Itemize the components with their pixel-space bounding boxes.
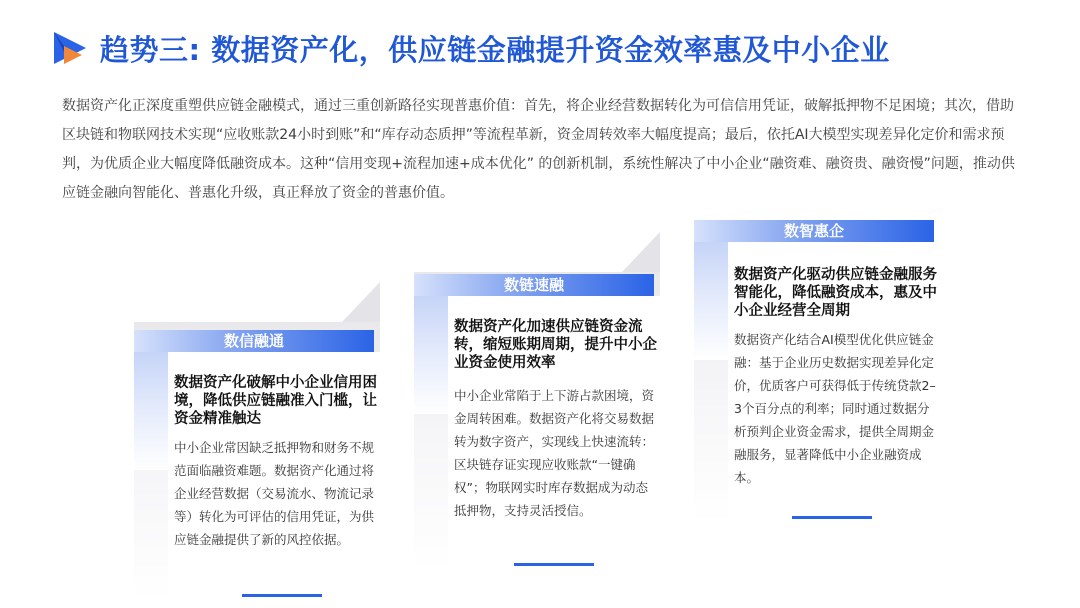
card-label: 数信融通 <box>134 330 374 352</box>
card-heading: 数据资产化加速供应链资金流转，缩短账期周期，提升中小企业资金使用效率 <box>454 319 657 371</box>
card-label: 数智惠企 <box>694 220 934 242</box>
card-label: 数链速融 <box>414 274 654 296</box>
card-heading: 数据资产化破解中小企业信用困境，降低供应链融准入门槛，让资金精准触达 <box>174 375 377 427</box>
card-body: 中小企业常陷于上下游占款困境，资金周转困难。数据资产化将交易数据转为数字资产，实现线上快速流转：区块链存证实现应收账款“一键确权”；物联网实时库存数据成为动态抵押物，支持灵活授信。 <box>454 388 655 518</box>
brand-logo-icon <box>52 30 92 66</box>
card-data-smart <box>694 220 940 524</box>
card-body: 中小企业常因缺乏抵押物和财务不规范面临融资难题。数据资产化通过将企业经营数据（交易流水、物流记录等）转化为可评估的信用凭证，为供应链金融提供了新的风控依据。 <box>174 440 375 547</box>
intro-paragraph: 数据资产化正深度重塑供应链金融模式，通过三重创新路径实现普惠价值：首先，将企业经营数据转化为可信信用凭证，破解抵押物不足困境；其次，借助区块链和物联网技术实现“应收账款24小时到账”和“库存动态质押”等流程革新，资金周转效率大幅度提高；最后，依托AI大模型实现差异化定价和需求预判，为优质企业大幅度降低融资成本。这种“信用变现+流程加速+成本优化” 的创新机制，系统性解决了中小企业“融资难、融资贵、融资慢”问题，推动供应链金融向智能化、普惠化升级，真正释放了资金的普惠价值。 <box>62 98 1015 201</box>
page-title: 趋势三: 数据资产化，供应链金融提升资金效率惠及中小企业 <box>100 33 890 67</box>
card-data-credit <box>134 282 380 600</box>
card-underline <box>792 516 872 519</box>
card-heading: 数据资产化驱动供应链金融服务智能化，降低融资成本，惠及中小企业经营全周期 <box>734 267 937 319</box>
card-data-chain <box>414 232 660 572</box>
card-underline <box>242 594 322 597</box>
card-body: 数据资产化结合AI模型优化供应链金融：基于企业历史数据实现差异化定价，优质客户可获得低于传统贷款2–3个百分点的利率；同时通过数据分析预判企业资金需求，提供全周期金融服务，显著降低中小企业融资成本。 <box>734 332 936 485</box>
card-underline <box>514 563 594 566</box>
